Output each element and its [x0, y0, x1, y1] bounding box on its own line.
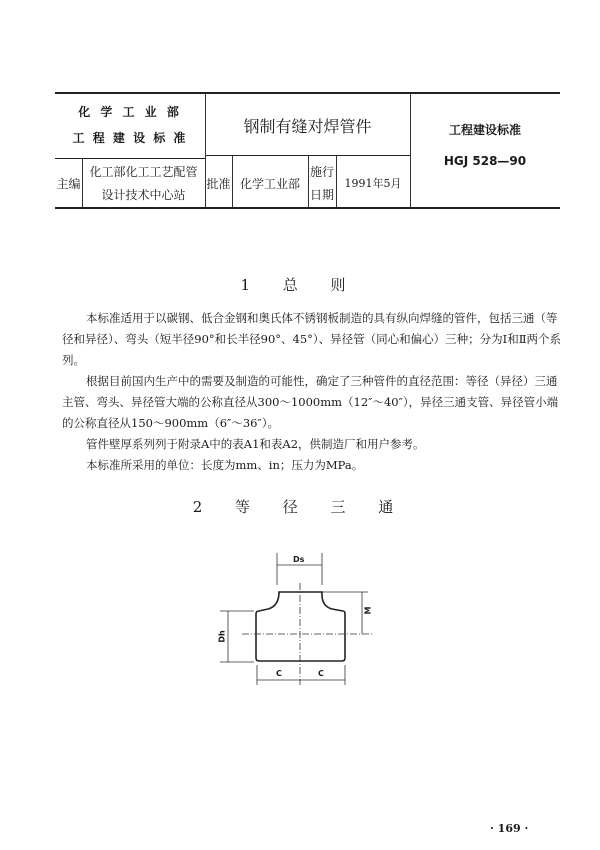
divider: [55, 158, 205, 159]
approval-label: 批准: [206, 176, 231, 191]
standard-title: 钢制有缝对焊管件: [243, 116, 372, 136]
table-top-rule: [55, 92, 560, 94]
standard-code: HGJ 528—90: [443, 154, 527, 168]
label-ds: Ds: [293, 555, 305, 564]
paragraph: 本标准适用于以碳钢、低合金钢和奥氏体不锈钢板制造的具有纵向焊缝的管件，包括三通（等径和异径）、弯头（短半径90°和长半径90°、45°）、异径管（同心和偏心）三种；分为Ⅰ和Ⅱ两个系列。: [62, 311, 562, 367]
paragraph: 根据目前国内生产中的需要及制造的可能性，确定了三种管件的直径范围：等径（异径）三通主管、弯头、异径管大端的公称直径从300～1000mm（12″～40″），异径三通支管、异径管小端的公称直径从150～900mm（6″～36″）。: [62, 374, 559, 430]
standard-type: 工程建设标准: [448, 122, 521, 137]
effective-date: 1991年5月: [344, 177, 402, 190]
label-c-left: C: [276, 669, 282, 678]
table-bottom-rule: [55, 207, 560, 209]
effective-label-2: 日期: [309, 187, 334, 202]
section1-body: [62, 308, 562, 476]
paragraph: 本标准所采用的单位：长度为mm、in；压力为MPa。: [86, 458, 364, 472]
editor-label: 主编: [56, 176, 81, 191]
section2-heading: 2 等 径 三 通: [192, 498, 408, 516]
page-number: · 169 ·: [490, 822, 529, 835]
approver: 化学工业部: [239, 176, 300, 191]
label-m: M: [363, 606, 373, 615]
paragraph: 管件壁厚系列列于附录A中的表A1和表A2，供制造厂和用户参考。: [86, 437, 425, 451]
issuer-line1: 化 学 工 业 部: [78, 104, 182, 119]
label-dh: Dh: [217, 630, 227, 643]
section1-heading: 1 总 则: [240, 276, 360, 294]
effective-label-1: 施行: [309, 164, 334, 179]
editor-line2: 设计技术中心站: [101, 187, 186, 202]
label-c-right: C: [318, 669, 324, 678]
tee-outline: [256, 592, 345, 661]
editor-line1: 化工部化工工艺配管: [89, 164, 198, 179]
issuer-line2: 工 程 建 设 标 准: [72, 130, 188, 145]
